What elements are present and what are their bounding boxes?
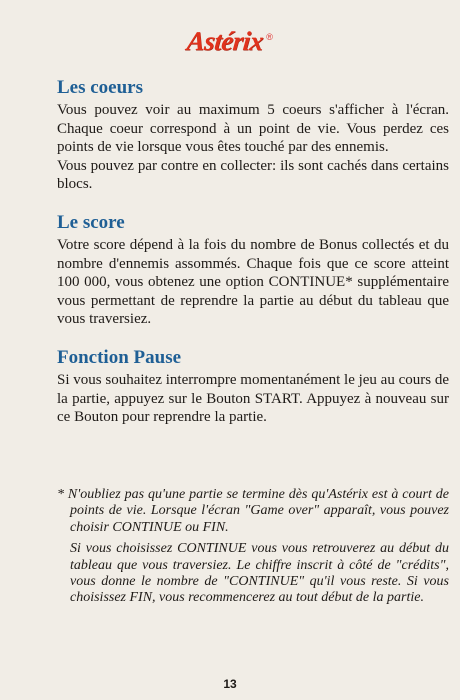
section-pause: [57, 347, 449, 427]
section-score: [57, 212, 449, 329]
page-number: 13: [223, 677, 237, 691]
section-coeurs: [57, 77, 449, 194]
paragraph: Votre score dépend à la fois du nombre de Bonus collectés et du nombre d'ennemis assommés. Chaque fois que ce score atteint 100 000, vous obtenez une option CONTINUE* supplémentaire vous permettant de reprendre la partie au début du tableau que vous traversiez.: [57, 236, 449, 328]
paragraph: Vous pouvez voir au maximum 5 coeurs s'afficher à l'écran. Chaque coeur correspond à un point de vie. Vous perdez ces points de vie lorsque vous êtes touché par des ennemis.: [57, 102, 449, 156]
paragraph: Si vous souhaitez interrompre momentanément le jeu au cours de la partie, appuyez sur le Bouton START. Appuyez à nouveau sur ce Bouton pour reprendre la partie.: [57, 371, 449, 426]
section-heading-score: Le score: [57, 211, 125, 233]
section-heading-pause: Fonction Pause: [57, 346, 182, 368]
footnote-line: * N'oubliez pas qu'une partie se termine dès qu'Astérix est à court de points de vie. Lorsque l'écran "Game over" apparaît, vous pouvez choisir CONTINUE ou FIN.: [57, 487, 449, 535]
footnote-line: Si vous choisissez CONTINUE vous vous retrouverez au début du tableau que vous traversiez. Le chiffre inscrit à côté de "crédits", vous donne le nombre de "CONTINUE" qu'il vous reste. Si vous choisissez FIN, vous recommencerez au tout début de la partie.: [70, 541, 449, 606]
registered-mark: ®: [266, 32, 273, 42]
main-content: [57, 77, 449, 445]
logo-text: Astérix: [185, 26, 265, 56]
footnote: [57, 487, 449, 607]
section-heading-coeurs: Les coeurs: [57, 77, 144, 98]
paragraph: Vous pouvez par contre en collecter: ils sont cachés dans certains blocs.: [57, 157, 449, 193]
asterix-logo: [0, 26, 460, 57]
